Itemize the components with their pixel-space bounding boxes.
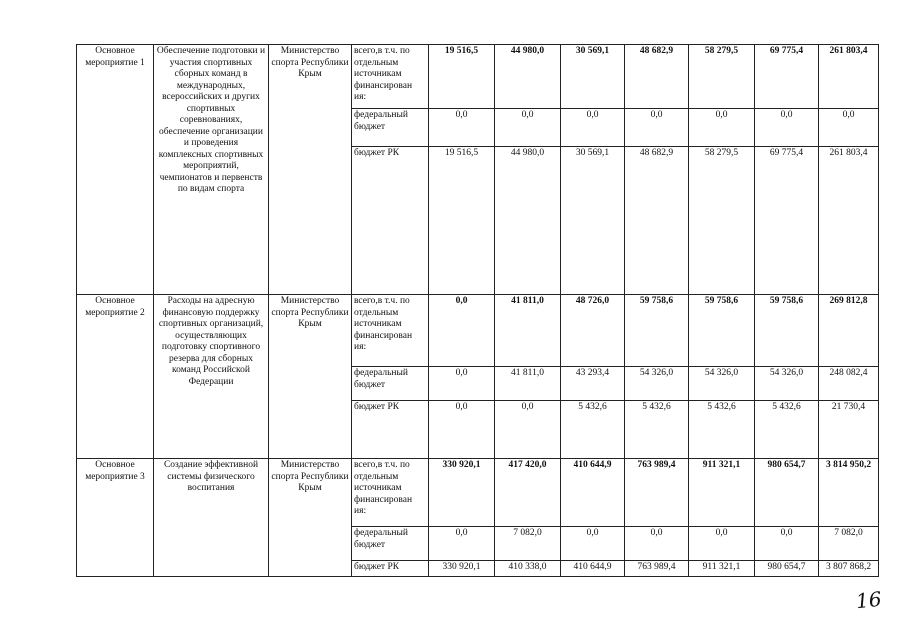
- amount-cell: 980 654,7: [755, 561, 819, 577]
- funding-source-cell: бюджет РК: [352, 401, 429, 459]
- table-row: [77, 295, 879, 367]
- amount-cell: 911 321,1: [689, 561, 755, 577]
- amount-cell: 30 569,1: [561, 45, 625, 109]
- amount-cell: 5 432,6: [561, 401, 625, 459]
- funding-table: [76, 44, 879, 577]
- amount-cell: 69 775,4: [755, 147, 819, 295]
- funding-source-cell: бюджет РК: [352, 561, 429, 577]
- amount-cell: 0,0: [429, 295, 495, 367]
- amount-cell: 410 644,9: [561, 561, 625, 577]
- amount-cell: 43 293,4: [561, 367, 625, 401]
- amount-cell: 44 980,0: [495, 45, 561, 109]
- amount-cell: 48 682,9: [625, 45, 689, 109]
- funding-source-cell: бюджет РК: [352, 147, 429, 295]
- amount-cell: 911 321,1: [689, 459, 755, 527]
- amount-cell: 0,0: [429, 401, 495, 459]
- amount-cell: 269 812,8: [819, 295, 879, 367]
- amount-cell: 19 516,5: [429, 45, 495, 109]
- amount-cell: 0,0: [755, 109, 819, 147]
- executor-cell: Министерство спорта Республики Крым: [269, 459, 352, 577]
- measure-description-cell: Создание эффективной системы физического воспитания: [154, 459, 269, 577]
- amount-cell: 7 082,0: [819, 527, 879, 561]
- amount-cell: 410 644,9: [561, 459, 625, 527]
- amount-cell: 58 279,5: [689, 45, 755, 109]
- amount-cell: 5 432,6: [755, 401, 819, 459]
- amount-cell: 0,0: [429, 109, 495, 147]
- amount-cell: 54 326,0: [755, 367, 819, 401]
- amount-cell: 763 989,4: [625, 561, 689, 577]
- funding-source-cell: федеральный бюджет: [352, 527, 429, 561]
- amount-cell: 59 758,6: [755, 295, 819, 367]
- amount-cell: 0,0: [625, 527, 689, 561]
- funding-source-cell: федеральный бюджет: [352, 367, 429, 401]
- funding-table-body: [77, 45, 879, 577]
- measure-name-cell: Основное мероприятие 1: [77, 45, 154, 295]
- funding-source-cell: всего,в т.ч. по отдельным источникам финансирован ия:: [352, 459, 429, 527]
- amount-cell: 0,0: [495, 109, 561, 147]
- amount-cell: 0,0: [561, 527, 625, 561]
- amount-cell: 41 811,0: [495, 367, 561, 401]
- funding-source-cell: всего,в т.ч. по отдельным источникам финансирован ия:: [352, 295, 429, 367]
- measure-description-cell: Обеспечение подготовки и участия спортивных сборных команд в международных, всероссийских и других спортивных соревнованиях, обеспечение организации и проведения комплексных спортивных мероприятий, чемпионатов и первенств по видам спорта: [154, 45, 269, 295]
- amount-cell: 19 516,5: [429, 147, 495, 295]
- funding-source-cell: федеральный бюджет: [352, 109, 429, 147]
- amount-cell: 248 082,4: [819, 367, 879, 401]
- amount-cell: 330 920,1: [429, 459, 495, 527]
- amount-cell: 3 814 950,2: [819, 459, 879, 527]
- amount-cell: 0,0: [689, 527, 755, 561]
- amount-cell: 59 758,6: [625, 295, 689, 367]
- amount-cell: 58 279,5: [689, 147, 755, 295]
- amount-cell: 410 338,0: [495, 561, 561, 577]
- amount-cell: 261 803,4: [819, 45, 879, 109]
- amount-cell: 69 775,4: [755, 45, 819, 109]
- amount-cell: 0,0: [689, 109, 755, 147]
- funding-source-cell: всего,в т.ч. по отдельным источникам финансирован ия:: [352, 45, 429, 109]
- amount-cell: 59 758,6: [689, 295, 755, 367]
- amount-cell: 0,0: [755, 527, 819, 561]
- amount-cell: 0,0: [429, 367, 495, 401]
- amount-cell: 54 326,0: [689, 367, 755, 401]
- amount-cell: 30 569,1: [561, 147, 625, 295]
- amount-cell: 44 980,0: [495, 147, 561, 295]
- amount-cell: 261 803,4: [819, 147, 879, 295]
- table-row: [77, 45, 879, 109]
- amount-cell: 48 726,0: [561, 295, 625, 367]
- amount-cell: 0,0: [429, 527, 495, 561]
- amount-cell: 5 432,6: [625, 401, 689, 459]
- page-number: 16: [854, 586, 883, 614]
- amount-cell: 41 811,0: [495, 295, 561, 367]
- amount-cell: 330 920,1: [429, 561, 495, 577]
- amount-cell: 5 432,6: [689, 401, 755, 459]
- amount-cell: 417 420,0: [495, 459, 561, 527]
- measure-description-cell: Расходы на адресную финансовую поддержку спортивных организаций, осуществляющих подготовку спортивного резерва для сборных команд Российской Федерации: [154, 295, 269, 459]
- table-row: [77, 459, 879, 527]
- amount-cell: 3 807 868,2: [819, 561, 879, 577]
- amount-cell: 0,0: [495, 401, 561, 459]
- amount-cell: 0,0: [819, 109, 879, 147]
- amount-cell: 0,0: [625, 109, 689, 147]
- measure-name-cell: Основное мероприятие 3: [77, 459, 154, 577]
- amount-cell: 54 326,0: [625, 367, 689, 401]
- amount-cell: 48 682,9: [625, 147, 689, 295]
- executor-cell: Министерство спорта Республики Крым: [269, 295, 352, 459]
- measure-name-cell: Основное мероприятие 2: [77, 295, 154, 459]
- amount-cell: 0,0: [561, 109, 625, 147]
- amount-cell: 21 730,4: [819, 401, 879, 459]
- amount-cell: 7 082,0: [495, 527, 561, 561]
- executor-cell: Министерство спорта Республики Крым: [269, 45, 352, 295]
- amount-cell: 980 654,7: [755, 459, 819, 527]
- amount-cell: 763 989,4: [625, 459, 689, 527]
